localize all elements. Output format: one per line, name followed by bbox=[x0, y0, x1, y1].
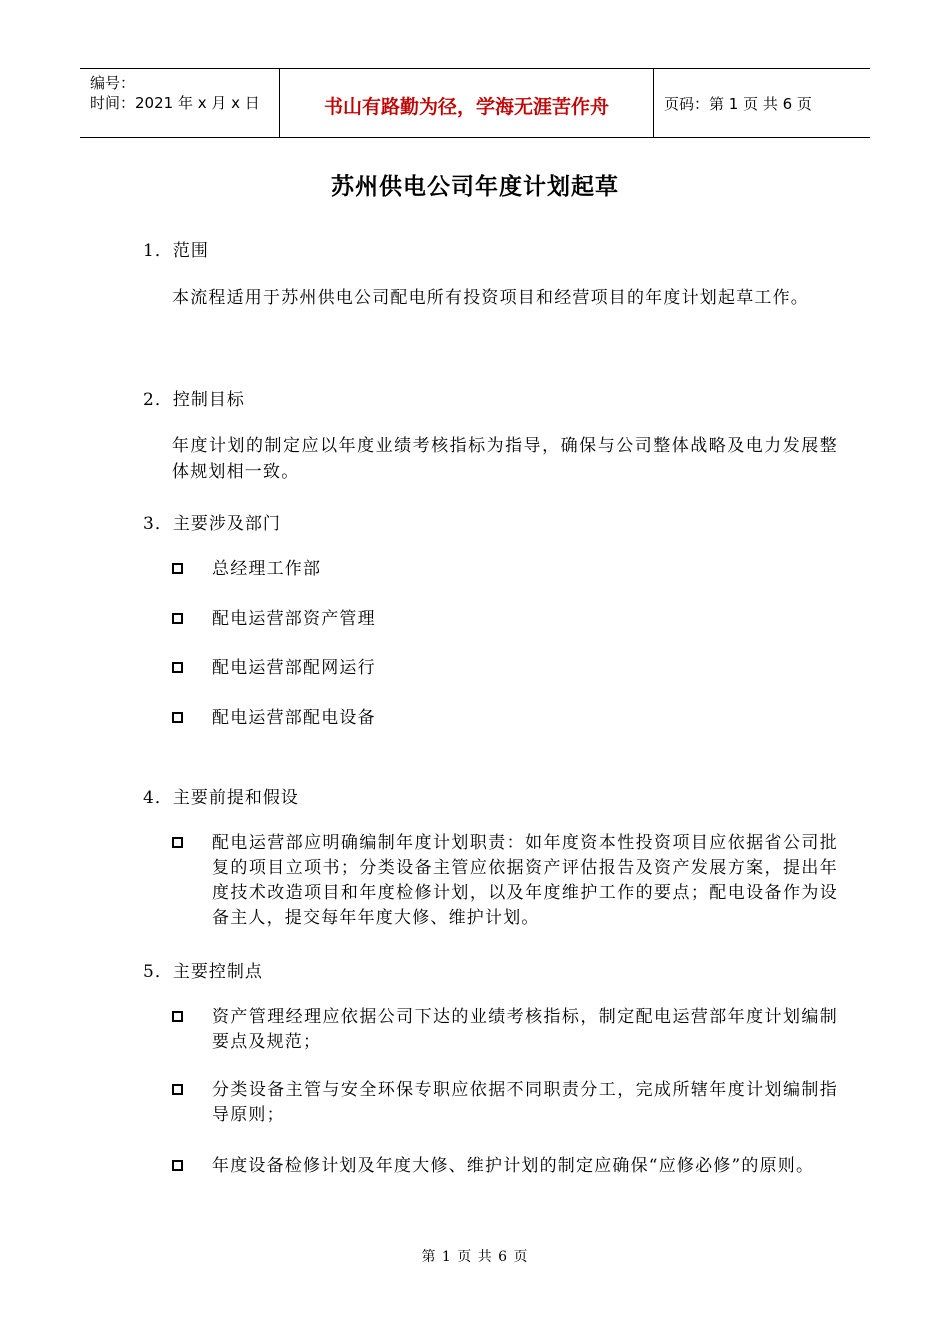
section-heading-assumptions: 4．主要前提和假设 bbox=[143, 788, 299, 808]
list-item-text: 配电运营部资产管理 bbox=[212, 609, 376, 629]
list-item-text: 配电运营部配电设备 bbox=[212, 708, 376, 728]
list-item bbox=[172, 607, 838, 632]
header-motto: 书山有路勤为径，学海无涯苦作舟 bbox=[323, 95, 609, 118]
document-number-label: 编号： bbox=[90, 74, 136, 92]
checkbox-bullet-icon bbox=[172, 1160, 183, 1171]
header-motto-cell bbox=[280, 69, 654, 137]
checkbox-bullet-icon bbox=[172, 1011, 183, 1022]
checkbox-bullet-icon bbox=[172, 662, 183, 673]
document-date: 时间：2021 年 x 月 x 日 bbox=[90, 94, 260, 112]
list-item-text: 配电运营部应明确编制年度计划职责：如年度资本性投资项目应依据省公司批复的项目立项书；分类设备主管应依据资产评估报告及资产发展方案，提出年度技术改造项目和年度检修计划，以及年度维护工作的要点；配电设备作为设备主人，提交每年年度大修、维护计划。 bbox=[212, 833, 838, 928]
section-paragraph-scope: 本流程适用于苏州供电公司配电所有投资项目和经营项目的年度计划起草工作。 bbox=[172, 288, 809, 308]
section-heading-departments: 3．主要涉及部门 bbox=[143, 514, 281, 534]
list-item bbox=[172, 557, 838, 582]
page-footer: 第 1 页 共 6 页 bbox=[421, 1249, 529, 1265]
header-page-info: 页码：第 1 页 共 6 页 bbox=[664, 94, 812, 113]
section-paragraph-objective: 年度计划的制定应以年度业绩考核指标为指导，确保与公司整体战略及电力发展整体规划相一致。 bbox=[172, 436, 838, 482]
section-heading-scope: 1．范围 bbox=[143, 241, 209, 261]
header-left-cell bbox=[80, 69, 280, 137]
list-item-text: 总经理工作部 bbox=[212, 559, 322, 579]
checkbox-bullet-icon bbox=[172, 712, 183, 723]
list-item bbox=[172, 656, 838, 681]
checkbox-bullet-icon bbox=[172, 613, 183, 624]
list-item bbox=[172, 831, 838, 931]
section-heading-objective: 2．控制目标 bbox=[143, 390, 245, 410]
list-item-text: 配电运营部配网运行 bbox=[212, 658, 376, 678]
list-item bbox=[172, 1005, 838, 1055]
header-page-cell bbox=[654, 69, 870, 137]
list-item bbox=[172, 1154, 838, 1179]
document-title: 苏州供电公司年度计划起草 bbox=[331, 174, 619, 200]
checkbox-bullet-icon bbox=[172, 837, 183, 848]
list-item-text: 分类设备主管与安全环保专职应依据不同职责分工，完成所辖年度计划编制指导原则； bbox=[212, 1080, 838, 1125]
checkbox-bullet-icon bbox=[172, 563, 183, 574]
list-item bbox=[172, 1078, 838, 1128]
page-header bbox=[80, 68, 870, 138]
list-item-text: 资产管理经理应依据公司下达的业绩考核指标，制定配电运营部年度计划编制要点及规范； bbox=[212, 1007, 838, 1052]
section-heading-control-points: 5．主要控制点 bbox=[143, 962, 263, 982]
list-item-text: 年度设备检修计划及年度大修、维护计划的制定应确保“应修必修”的原则。 bbox=[212, 1156, 815, 1176]
list-item bbox=[172, 706, 838, 731]
checkbox-bullet-icon bbox=[172, 1084, 183, 1095]
